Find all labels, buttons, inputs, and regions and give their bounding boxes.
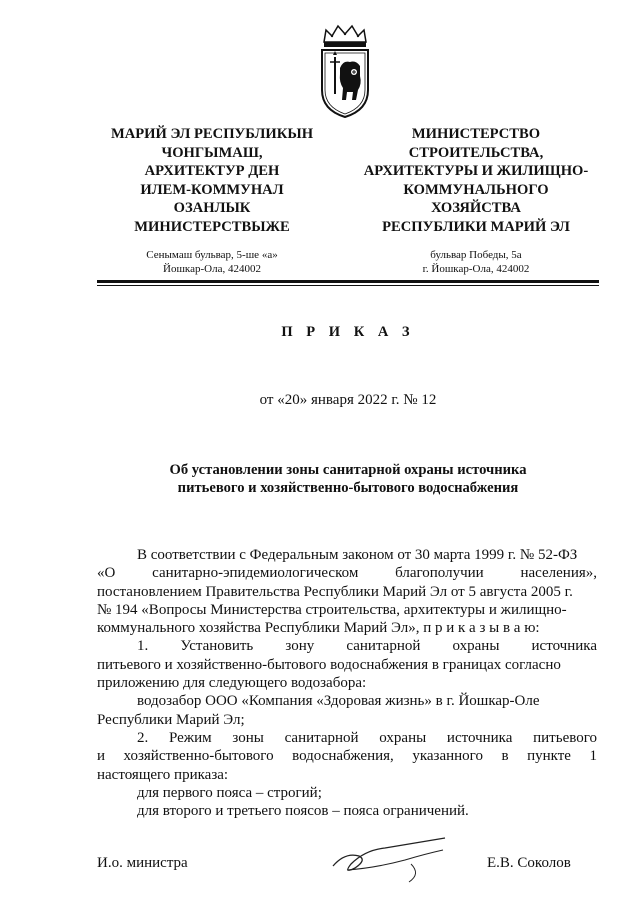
body-line: настоящего приказа: — [97, 766, 229, 783]
address-line: Сенымаш бульвар, 5-ше «а» — [146, 249, 278, 261]
address-mari — [97, 248, 327, 276]
ministry-name-mari-line: АРХИТЕКТУР ДЕН — [144, 163, 280, 180]
body-line: приложению для следующего водозабора: — [97, 675, 367, 692]
subject-line: Об установлении зоны санитарной охраны источника — [169, 462, 527, 478]
address-line: бульвар Победы, 5а — [430, 249, 522, 261]
ministry-name-mari-line: ЧОНГЫМАШ, — [161, 144, 263, 161]
ministry-name-russian — [351, 125, 601, 237]
ministry-name-mari-line: МИНИСТЕРСТВЫЖЕ — [134, 218, 290, 235]
body-line: «О санитарно-эпидемиологическом благополучии населения», — [97, 565, 597, 582]
ministry-name-russian-line: РЕСПУБЛИКИ МАРИЙ ЭЛ — [382, 218, 570, 235]
ministry-name-russian-line: АРХИТЕКТУРЫ И ЖИЛИЩНО- — [363, 163, 589, 180]
ministry-name-russian-line: ХОЗЯЙСТВА — [431, 200, 521, 217]
body-line: питьевого и хозяйственно-бытового водоснабжения в границах согласно — [97, 656, 561, 673]
coat-of-arms-icon — [316, 24, 374, 120]
body-line: постановлением Правительства Республики Марий Эл от 5 августа 2005 г. — [97, 583, 573, 600]
body-line: и хозяйственно-бытового водоснабжения, указанного в пункте 1 — [97, 748, 597, 765]
address-line: г. Йошкар-Ола, 424002 — [422, 263, 530, 275]
address-line: Йошкар-Ола, 424002 — [163, 263, 261, 275]
body-line: 2. Режим зоны санитарной охраны источника питьевого — [137, 729, 597, 746]
address-russian — [356, 248, 596, 276]
document-body — [97, 546, 597, 820]
document-date-number: от «20» января 2022 г. № 12 — [259, 392, 437, 408]
handwritten-signature — [325, 834, 455, 884]
body-line: коммунального хозяйства Республики Марий Эл», п р и к а з ы в а ю: — [97, 620, 540, 637]
signatory-name: Е.В. Соколов — [487, 855, 571, 871]
body-line: водозабор ООО «Компания «Здоровая жизнь» в г. Йошкар-Оле — [137, 693, 540, 710]
ministry-name-mari — [97, 125, 327, 237]
signatory-position: И.о. министра — [97, 855, 188, 871]
body-line: для первого пояса – строгий; — [137, 784, 322, 801]
body-line: № 194 «Вопросы Министерства строительства, архитектуры и жилищно- — [97, 601, 567, 618]
ministry-name-russian-line: КОММУНАЛЬНОГО — [403, 181, 549, 198]
header-divider-thin — [97, 285, 599, 286]
body-line: 1. Установить зону санитарной охраны источника — [137, 638, 597, 655]
header-divider-thick — [97, 280, 599, 283]
ministry-name-russian-line: СТРОИТЕЛЬСТВА, — [408, 144, 544, 161]
document-type-title: П Р И К А З — [281, 324, 415, 340]
body-line: для второго и третьего поясов – пояса ограничений. — [137, 803, 469, 820]
document-subject — [97, 461, 599, 497]
body-line: В соответствии с Федеральным законом от 30 марта 1999 г. № 52-ФЗ — [137, 547, 578, 563]
body-line: Республики Марий Эл; — [97, 711, 245, 728]
ministry-name-russian-line: МИНИСТЕРСТВО — [411, 126, 541, 142]
subject-line: питьевого и хозяйственно-бытового водоснабжения — [177, 480, 519, 496]
ministry-name-mari-line: ИЛЕМ-КОММУНАЛ — [140, 181, 284, 198]
ministry-name-mari-line: ОЗАНЛЫК — [173, 200, 251, 217]
ministry-name-mari-line: МАРИЙ ЭЛ РЕСПУБЛИКЫН — [110, 126, 314, 142]
